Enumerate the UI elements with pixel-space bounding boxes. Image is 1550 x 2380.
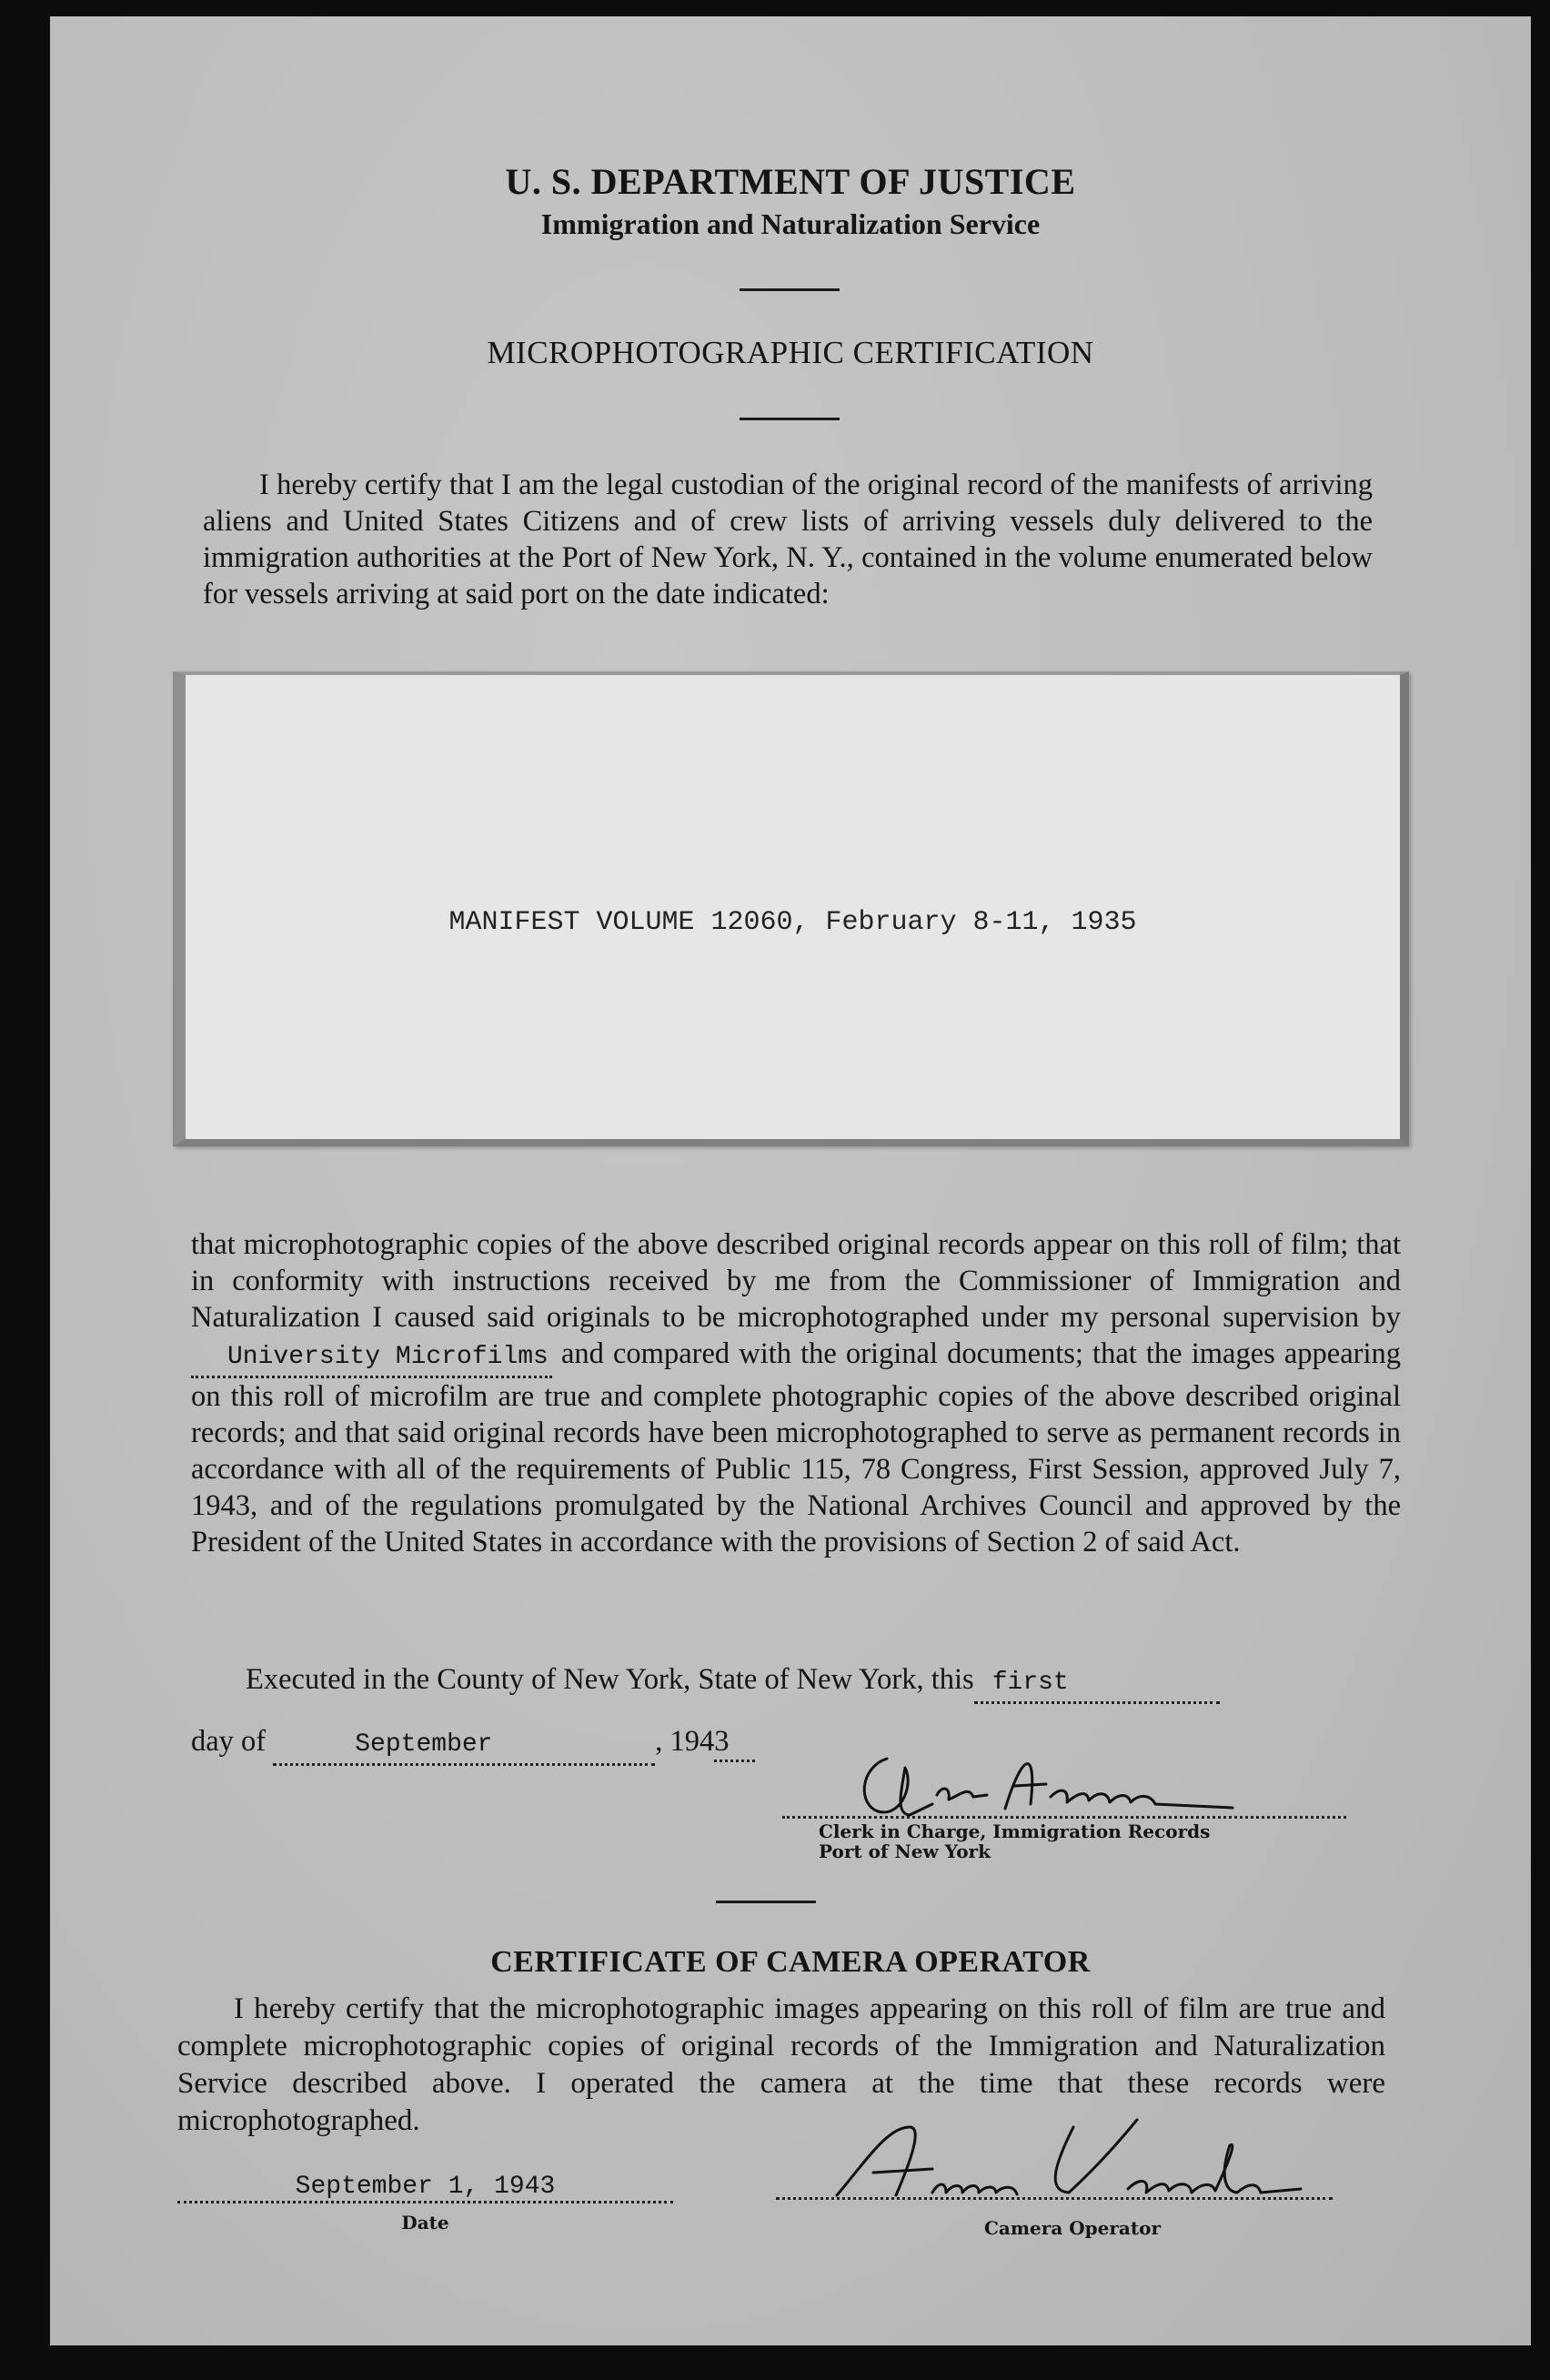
date-label: Date bbox=[401, 2212, 449, 2234]
camera-certificate-heading: CERTIFICATE OF CAMERA OPERATOR bbox=[490, 1945, 1091, 1979]
day-of-label: day of bbox=[191, 1725, 267, 1758]
conformity-text-start: that microphotographic copies of the above described original records appear on this roll of film; that in conformity with instructions received by me from the Commissioner of Immigration and Naturalization I caused said originals to be microphotographed under my personal supervision by bbox=[191, 1228, 1401, 1334]
clerk-title-line2: Port of New York bbox=[819, 1840, 991, 1862]
year-line bbox=[714, 1723, 755, 1762]
clerk-title bbox=[819, 1821, 1210, 1861]
record-card bbox=[173, 671, 1409, 1146]
execution-line bbox=[246, 1661, 1401, 1704]
execution-month: September bbox=[355, 1730, 493, 1759]
camera-operator-label: Camera Operator bbox=[984, 2217, 1161, 2239]
year-digit: 3 bbox=[714, 1725, 730, 1758]
camera-date-value: September 1, 1943 bbox=[295, 2173, 556, 2201]
year-prefix: , 194 bbox=[655, 1725, 715, 1758]
date-line bbox=[177, 2173, 673, 2204]
department-heading: U. S. DEPARTMENT OF JUSTICE bbox=[505, 161, 1076, 202]
divider-camera bbox=[716, 1901, 816, 1903]
supervisor-line bbox=[191, 1336, 552, 1378]
certificate-page bbox=[50, 16, 1531, 2345]
conformity-paragraph bbox=[191, 1226, 1401, 1560]
month-line bbox=[273, 1723, 655, 1766]
supervisor-name: University Microfilms bbox=[227, 1343, 549, 1371]
execution-date-line bbox=[191, 1723, 919, 1766]
divider-top bbox=[740, 288, 840, 291]
operator-signature bbox=[810, 2109, 1319, 2209]
clerk-signature bbox=[850, 1731, 1287, 1831]
conformity-text-end: and compared with the original documents; that the images appearing on this roll of microfilm are true and complete photographic copies of the above described original records; and that said original records have been microphotographed to serve as permanent records in accordance with all of the requirements of Public 115, 78 Congress, First Session, approved July 7, 1943, and of the regulations promulgated by the National Archives Council and approved by the President of the United States in accordance with the provisions of Section 2 of said Act. bbox=[191, 1337, 1401, 1558]
divider-second bbox=[740, 418, 840, 420]
clerk-title-line1: Clerk in Charge, Immigration Records bbox=[819, 1820, 1211, 1842]
day-line bbox=[974, 1661, 1220, 1704]
execution-day: first bbox=[991, 1669, 1069, 1697]
execution-prefix: Executed in the County of New York, State of New York, this bbox=[246, 1663, 974, 1696]
manifest-volume-text: MANIFEST VOLUME 12060, February 8-11, 1935 bbox=[448, 907, 1137, 938]
camera-certificate-text: I hereby certify that the microphotographic images appearing on this roll of film are true and complete microphotographic copies of original records of the Immigration and Naturalization Service described above. I operated the camera at the time that these records were microphotographed. bbox=[177, 1992, 1385, 2137]
certification-title: MICROPHOTOGRAPHIC CERTIFICATION bbox=[487, 335, 1094, 370]
service-subheading: Immigration and Naturalization Service bbox=[540, 207, 1041, 240]
custodian-paragraph: I hereby certify that I am the legal custodian of the original record of the manifests of arriving aliens and United States Citizens and of crew lists of arriving vessels duly delivered to the immigration authorities at the Port of New York, N. Y., contained in the volume enumerated below for vessels arriving at said port on the date indicated: bbox=[203, 469, 1373, 610]
